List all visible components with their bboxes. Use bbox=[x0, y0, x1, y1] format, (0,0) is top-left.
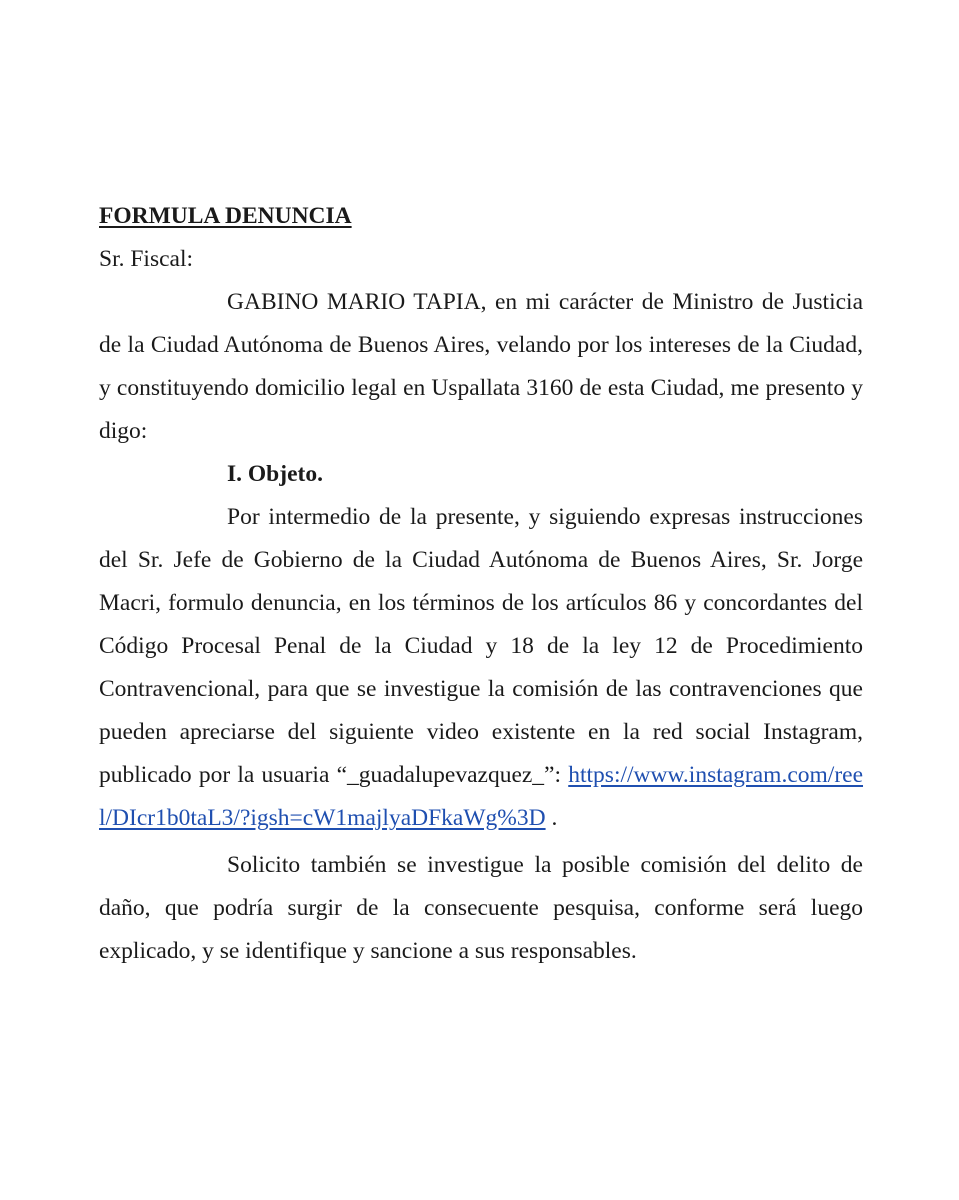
document-body bbox=[99, 195, 863, 973]
link-suffix: . bbox=[545, 805, 558, 831]
object-paragraph bbox=[99, 496, 863, 840]
instagram-reel-link[interactable]: https://www.instagram.com/reel/DIcr1b0taL3/?igsh=cW1majlyaDFkaWg%3D bbox=[99, 762, 864, 831]
section-heading-objeto: I. Objeto. bbox=[227, 461, 323, 487]
salutation: Sr. Fiscal: bbox=[99, 246, 194, 272]
second-paragraph: Solicito también se investigue la posible comisión del delito de daño, que podría surgir de la consecuente pesquisa, conforme será luego explicado, y se identifique y sancione a sus responsables. bbox=[99, 852, 863, 964]
intro-paragraph: GABINO MARIO TAPIA, en mi carácter de Ministro de Justicia de la Ciudad Autónoma de Buenos Aires, velando por los intereses de la Ciudad, y constituyendo domicilio legal en Uspallata 3160 de esta Ciudad, me presento y digo: bbox=[99, 289, 863, 444]
document-title: FORMULA DENUNCIA bbox=[99, 203, 352, 229]
object-paragraph-text: Por intermedio de la presente, y siguiendo expresas instrucciones del Sr. Jefe de Gobierno de la Ciudad Autónoma de Buenos Aires, Sr. Jorge Macri, formulo denuncia, en los términos de los artículos 86 y concordantes del Código Procesal Penal de la Ciudad y 18 de la ley 12 de Procedimiento Contravencional, para que se investigue la comisión de las contravenciones que pueden apreciarse del siguiente video existente en la red social Instagram, publicado por la usuaria “_guadalupevazquez_”: bbox=[99, 504, 863, 788]
